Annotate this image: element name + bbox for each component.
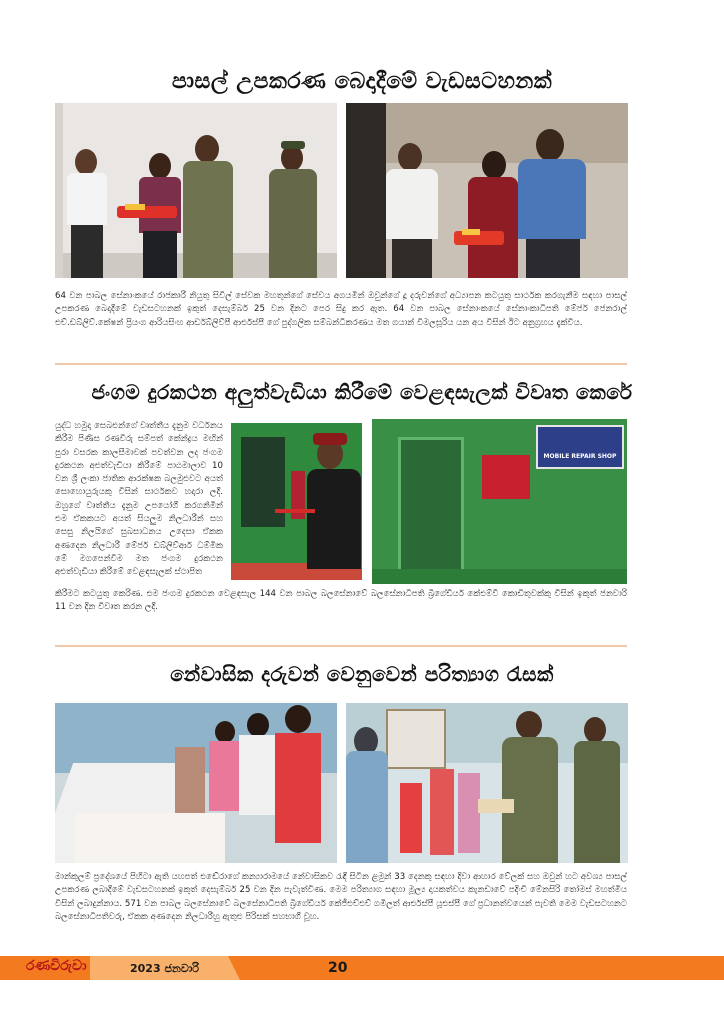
article-title-mobile-repair-shop: ජංගම දුරකථන අලුත්වැඩියා කිරීමේ වෙළඳසැලක් විවෘත කෙරේ [91,380,633,404]
footer-date: 2023 ජනවාරි [130,962,199,975]
photo-mobile-repair-shop-front [372,419,627,584]
photo-school-supplies-handover-2 [346,103,628,278]
article-title-school-supplies: පාසල් උපකරණ බෙදාදීමේ වැඩසටහනක් [171,68,553,94]
section-divider [55,363,627,365]
section-divider [55,645,627,647]
article-text-school-supplies: 64 වන පාබල සේනාංකයේ රාජකාරී නියුතු සිවිල් සේවක මහතුන්ගේ සේවය අගයමින් ඔවුන්ගේ දූ දරුවන්ගේ අධ්‍යාපන කටයුතු සාර්ථක කරගැනීම සඳහා පාසල් උපකරණ බෙදාදීමේ වැඩසටහනක් ඉකුත් දෙසැම්බර් 25 වන දිනට පෙර සිදු කර ඇත. 64 වන පාබල සේනාංකයේ සේනාංකාධිපති මේජර් ජෙනරාල් එච්.ඩබ්ලිව්.කේෂන් ප්‍රියංග ආරියසිංහ ආර්ඩබ්ලිව්පී ආර්එස්පී ගේ පුද්ගලික සම්බන්ධීකරණය මත ගයාන් විමලසූරිය යන අය විසින් ඊට අනුග්‍රහය දැක්විය. [55,291,627,328]
photo-school-supplies-handover-1 [55,103,337,278]
article-text-mobile-repair-shop: යුද්ධ හමුදා සෙබළුන්ගේ වෘත්තීය දැනුම වර්ධනය කිරීම පිණිස රණවිරු සම්පත් කේන්ද්‍රය මඟින් පුරා වසරක කාලසීමාවක් පවත්වන ලද ජංගම දුරකථන අළුත්වැඩියා කිරීමේ පාඨමාලාව 10 වන ශ්‍රී ලංකා ජාතික ආරක්ෂක බලමුළුවට අයත් සොහොයුරුයකු විසින් සාර්ථකව හදාරා ලදී. ඔහුගේ වෘත්තීය දැනුම උපයෝගී කරගනිමින් එම ඒකකයට අයත් සියලුම නිලධාරීන් සහ සෙසු නිලයිගේ සුබසාධනය උදෙසා ඒකක අණදෙන නිලධාරී මේජර් ඩබ්ලිව්ආර් ධම්මික මේ මගපෙන්වීම මත ජංගම දුරකථන අළුත්වැඩියා කිරීමේ වෙළඳසැලක් ස්ථාපිත [55,421,223,578]
photo-shop-opening-ribbon [227,419,366,584]
shop-sign-text: MOBILE REPAIR SHOP [543,453,617,460]
article-text-mobile-repair-shop-continued: කිරීමට කටයුතු කෙරිණ. එම ජංගම දුරකථන වෙළඳසැල 144 වන පාබල බලසේනාවේ බලසේනාධිපති බ්‍රිගේඩියර් කේඑම්වී කොඩිතුවක්කු විසින් ඉකුත් ජනවාරි 11 වන දින විවෘත කරන ලදී. [55,589,627,613]
photo-donation-to-children [346,703,628,863]
article-title-donations-for-children: නේවාසික දරුවන් වෙනුවෙන් පරිත්‍යාග රැසක් [170,662,554,686]
photo-children-lunch [55,703,337,863]
article-text-donations-for-children: මාන්කුලම් ප්‍රදේශයේ පිහිටා ඇති යහපත් එඬේරාගේ කන්‍යාරාමයේ නේවාසිකව රැඳී සිටින ළමුන් 33 දෙනකු සඳහා දිවා ආහාර වේලක් සහ ඔවුන් හට අවශ්‍ය පාසල් උපකරණ ලබාදීමේ වැඩසටහනක් ඉකුත් දෙසැම්බර් 25 වන දින පැවැත්විණ. මෙම පරිත්‍යාග සඳහා මූල්‍ය දායකත්වය කැනඩාවේ පදිංචි මේනසිරි තෝමස් මහත්මිය විසින් ලබාදුන්නාය. 571 වන පාබල බලසේනාවේ බලසේනාධිපති බ්‍රිගේඩියර් කේජීඑච්එච් ගමිලත් ආර්එස්පී යූඑස්පී ගේ ප්‍රධානත්වයෙන් පැවති මෙම වැඩසටහනට බලසේනාධිපතිවරු, ඒකක අණදෙන නිලධාරීහු ඇතුළු පිරිසක් සහභාගී වූහ. [55,872,627,922]
page-number: 20 [328,960,348,976]
footer-brand-logo: රණවිරුවා [26,958,87,974]
